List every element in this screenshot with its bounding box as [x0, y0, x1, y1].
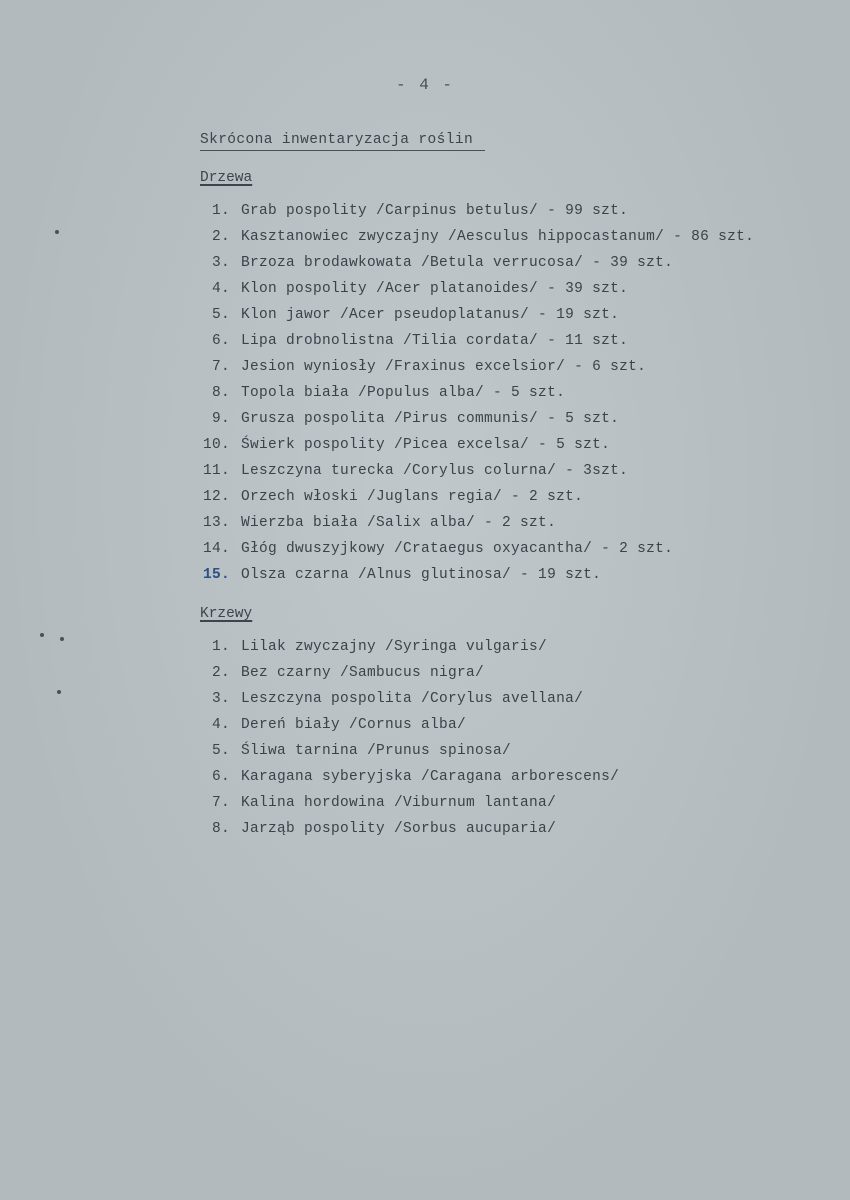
shrubs-item-text: Bez czarny /Sambucus nigra/ — [241, 665, 485, 681]
trees-item-text: Kasztanowiec zwyczajny /Aesculus hippocastanum/ - 86 szt. — [241, 229, 755, 245]
trees-list-item — [192, 198, 754, 224]
trees-item-number: 8. — [211, 385, 230, 401]
trees-list-item — [192, 510, 754, 536]
trees-list-item — [192, 432, 754, 458]
trees-list-item — [192, 458, 754, 484]
trees-list-item — [192, 276, 754, 302]
trees-item-text: Grusza pospolita /Pirus communis/ - 5 szt. — [241, 411, 620, 427]
margin-dot — [57, 690, 61, 694]
shrubs-item-number: 8. — [211, 821, 230, 837]
trees-list-item — [192, 354, 754, 380]
trees-item-text: Leszczyna turecka /Corylus colurna/ - 3szt. — [241, 463, 629, 479]
shrubs-list-item — [192, 712, 619, 738]
shrubs-item-text: Lilak zwyczajny /Syringa vulgaris/ — [241, 639, 548, 655]
trees-item-number: 7. — [211, 359, 230, 375]
shrubs-item-number: 1. — [211, 639, 230, 655]
trees-item-text: Głóg dwuszyjkowy /Crataegus oxyacantha/ - 2 szt. — [241, 541, 674, 557]
trees-item-number: 15. — [202, 567, 230, 583]
trees-list-item — [192, 328, 754, 354]
trees-item-number: 3. — [211, 255, 230, 271]
shrubs-item-text: Jarząb pospolity /Sorbus aucuparia/ — [241, 821, 557, 837]
trees-item-number: 5. — [211, 307, 230, 323]
section-heading-shrubs: Krzewy — [200, 606, 253, 622]
shrubs-item-text: Dereń biały /Cornus alba/ — [241, 717, 467, 733]
shrubs-list-item — [192, 764, 619, 790]
trees-item-number: 10. — [202, 437, 230, 453]
trees-item-text: Orzech włoski /Juglans regia/ - 2 szt. — [241, 489, 584, 505]
shrubs-list-item — [192, 686, 619, 712]
trees-item-text: Topola biała /Populus alba/ - 5 szt. — [241, 385, 566, 401]
shrubs-item-number: 2. — [211, 665, 230, 681]
trees-list — [192, 198, 754, 588]
shrubs-item-text: Leszczyna pospolita /Corylus avellana/ — [241, 691, 584, 707]
trees-item-text: Lipa drobnolistna /Tilia cordata/ - 11 szt. — [241, 333, 629, 349]
trees-list-item — [192, 250, 754, 276]
shrubs-item-number: 5. — [211, 743, 230, 759]
trees-list-item — [192, 302, 754, 328]
document-title: Skrócona inwentaryzacja roślin — [200, 132, 485, 151]
shrubs-list-item — [192, 816, 619, 842]
margin-dot — [60, 637, 64, 641]
shrubs-item-text: Śliwa tarnina /Prunus spinosa/ — [241, 743, 512, 759]
trees-item-text: Świerk pospolity /Picea excelsa/ - 5 szt. — [241, 437, 611, 453]
shrubs-item-text: Karagana syberyjska /Caragana arborescens/ — [241, 769, 620, 785]
shrubs-item-number: 4. — [211, 717, 230, 733]
shrubs-item-number: 3. — [211, 691, 230, 707]
margin-dot — [55, 230, 59, 234]
shrubs-item-number: 6. — [211, 769, 230, 785]
page-number: - 4 - — [395, 76, 454, 94]
trees-item-number: 1. — [211, 203, 230, 219]
trees-item-number: 14. — [202, 541, 230, 557]
trees-item-number: 9. — [211, 411, 230, 427]
trees-item-number: 6. — [211, 333, 230, 349]
trees-item-text: Brzoza brodawkowata /Betula verrucosa/ - 39 szt. — [241, 255, 674, 271]
trees-item-text: Olsza czarna /Alnus glutinosa/ - 19 szt. — [241, 567, 602, 583]
margin-dot — [40, 633, 44, 637]
trees-list-item — [192, 380, 754, 406]
shrubs-item-text: Kalina hordowina /Viburnum lantana/ — [241, 795, 557, 811]
trees-list-item — [192, 536, 754, 562]
trees-item-text: Grab pospolity /Carpinus betulus/ - 99 szt. — [241, 203, 629, 219]
shrubs-list-item — [192, 738, 619, 764]
trees-item-number: 2. — [211, 229, 230, 245]
trees-item-number: 11. — [202, 463, 230, 479]
trees-list-item — [192, 224, 754, 250]
trees-item-number: 12. — [202, 489, 230, 505]
trees-item-text: Wierzba biała /Salix alba/ - 2 szt. — [241, 515, 557, 531]
shrubs-list-item — [192, 660, 619, 686]
shrubs-item-number: 7. — [211, 795, 230, 811]
trees-item-text: Klon jawor /Acer pseudoplatanus/ - 19 szt. — [241, 307, 620, 323]
trees-list-item — [192, 562, 754, 588]
trees-item-number: 4. — [211, 281, 230, 297]
shrubs-list-item — [192, 790, 619, 816]
trees-list-item — [192, 484, 754, 510]
trees-list-item — [192, 406, 754, 432]
shrubs-list — [192, 634, 619, 842]
section-heading-trees: Drzewa — [200, 170, 253, 186]
shrubs-list-item — [192, 634, 619, 660]
trees-item-text: Jesion wyniosły /Fraxinus excelsior/ - 6 szt. — [241, 359, 647, 375]
trees-item-text: Klon pospolity /Acer platanoides/ - 39 szt. — [241, 281, 629, 297]
trees-item-number: 13. — [202, 515, 230, 531]
